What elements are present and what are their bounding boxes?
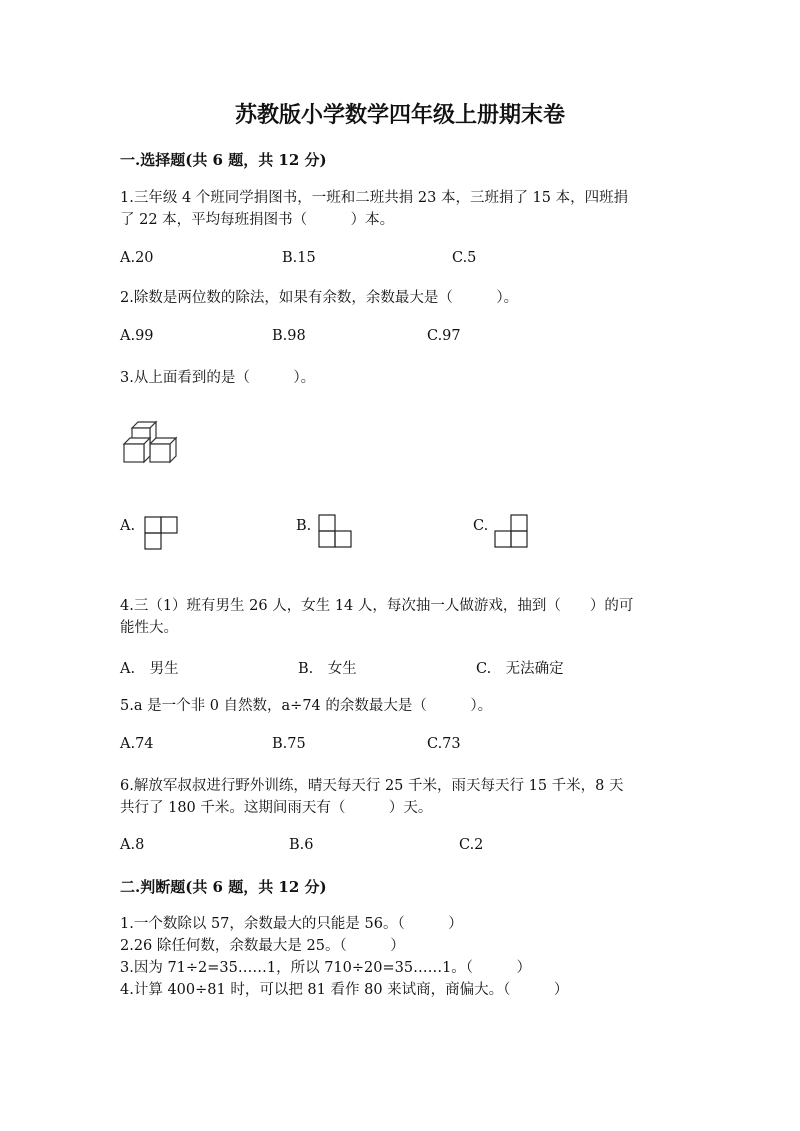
section-heading-judgment: 二.判断题(共 6 题，共 12 分): [120, 878, 327, 896]
question-6-line-2: 共行了 180 千米。这期间雨天有（ ）天。: [120, 800, 433, 816]
question-6-option-a: A.8: [120, 837, 145, 853]
question-4-line-2: 能性大。: [120, 620, 178, 636]
question-3-option-a: A.: [120, 518, 136, 534]
question-2-option-c: C.97: [427, 328, 461, 344]
question-2-option-b: B.98: [272, 328, 306, 344]
option-b-top-view-icon: [318, 514, 352, 548]
question-4-option-a: A. 男生: [120, 661, 179, 677]
page-title: 苏教版小学数学四年级上册期末卷: [234, 102, 565, 128]
question-4-option-b: B. 女生: [298, 661, 357, 677]
question-6-option-b: B.6: [289, 837, 314, 853]
question-2-option-a: A.99: [120, 328, 154, 344]
question-5-option-a: A.74: [120, 736, 154, 752]
cube-stack-figure: [118, 420, 184, 468]
question-6-option-c: C.2: [459, 837, 484, 853]
question-5-option-b: B.75: [272, 736, 306, 752]
question-5-line-1: 5.a 是一个非 0 自然数，a÷74 的余数最大是（ ）。: [120, 698, 493, 714]
option-c-top-view-icon: [494, 514, 528, 548]
judgment-item-4: 4.计算 400÷81 时，可以把 81 看作 80 来试商，商偏大。（ ）: [120, 982, 569, 998]
question-1-option-b: B.15: [282, 250, 316, 266]
question-2-line-1: 2.除数是两位数的除法，如果有余数，余数最大是（ ）。: [120, 290, 519, 306]
question-3-line-1: 3.从上面看到的是（ ）。: [120, 370, 316, 386]
question-1-line-1: 1.三年级 4 个班同学捐图书，一班和二班共捐 23 本，三班捐了 15 本，四班捐: [120, 190, 629, 206]
judgment-item-3: 3.因为 71÷2=35……1，所以 710÷20=35……1。（ ）: [120, 960, 532, 976]
question-5-option-c: C.73: [427, 736, 461, 752]
question-4-line-1: 4.三（1）班有男生 26 人，女生 14 人，每次抽一人做游戏，抽到（ ）的可: [120, 598, 634, 614]
judgment-item-2: 2.26 除任何数，余数最大是 25。（ ）: [120, 938, 405, 954]
question-3-option-c: C.: [473, 518, 489, 534]
question-1-option-c: C.5: [452, 250, 477, 266]
judgment-item-1: 1.一个数除以 57，余数最大的只能是 56。（ ）: [120, 916, 463, 932]
section-heading-choice: 一.选择题(共 6 题，共 12 分): [120, 151, 327, 169]
question-4-option-c: C. 无法确定: [476, 661, 564, 677]
question-6-line-1: 6.解放军叔叔进行野外训练，晴天每天行 25 千米，雨天每天行 15 千米，8 天: [120, 778, 624, 794]
question-1-option-a: A.20: [120, 250, 154, 266]
question-3-option-b: B.: [296, 518, 312, 534]
option-a-top-view-icon: [144, 516, 178, 550]
question-1-line-2: 了 22 本，平均每班捐图书（ ）本。: [120, 212, 395, 228]
